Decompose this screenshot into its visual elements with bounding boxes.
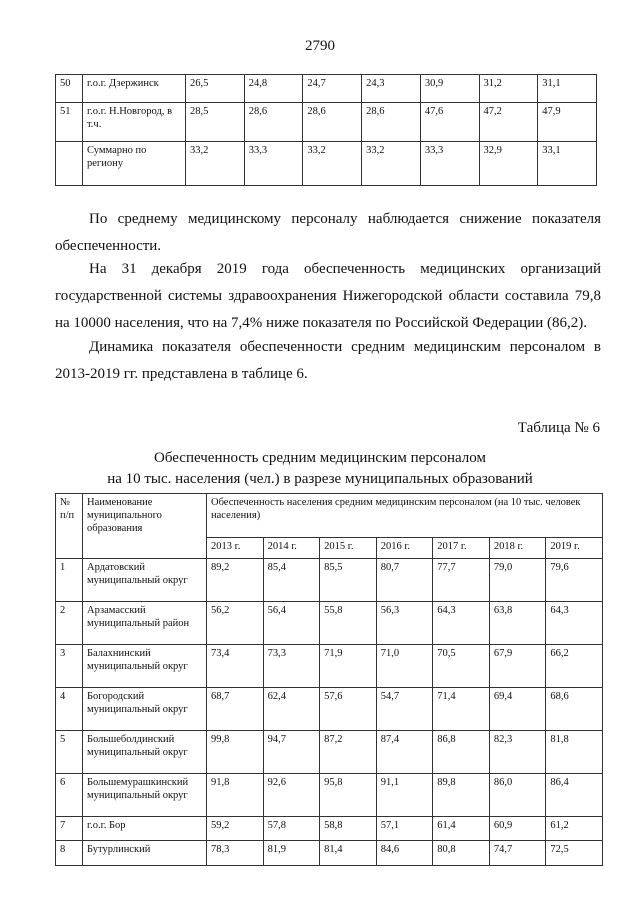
- header-year: 2017 г.: [433, 538, 490, 559]
- row-value: 60,9: [489, 817, 546, 841]
- row-number: 6: [56, 774, 83, 817]
- row-value: 33,2: [362, 142, 421, 186]
- row-value: 71,0: [376, 645, 433, 688]
- row-value: 74,7: [489, 841, 546, 866]
- row-value: 85,4: [263, 559, 320, 602]
- row-value: 28,6: [303, 103, 362, 142]
- row-value: 80,7: [376, 559, 433, 602]
- row-value: 24,3: [362, 75, 421, 103]
- main-table-body: [56, 559, 603, 866]
- page-number: 2790: [305, 38, 335, 54]
- row-value: 33,2: [303, 142, 362, 186]
- row-value: 28,6: [244, 103, 303, 142]
- row-value: 91,8: [207, 774, 264, 817]
- row-value: 71,4: [433, 688, 490, 731]
- row-number: 51: [56, 103, 83, 142]
- row-value: 79,0: [489, 559, 546, 602]
- row-name: Балахнинский муниципальный округ: [83, 645, 207, 688]
- row-value: 87,4: [376, 731, 433, 774]
- table-title-line-2: на 10 тыс. населения (чел.) в разрезе муниципальных образований: [107, 471, 533, 487]
- row-value: 99,8: [207, 731, 264, 774]
- top-table-body: [56, 75, 597, 186]
- row-value: 33,1: [538, 142, 597, 186]
- header-year: 2014 г.: [263, 538, 320, 559]
- row-value: 81,4: [320, 841, 377, 866]
- row-value: 85,5: [320, 559, 377, 602]
- row-name: Ардатовский муниципальный округ: [83, 559, 207, 602]
- row-value: 28,6: [362, 103, 421, 142]
- header-group: Обеспеченность населения средним медицинским персоналом (на 10 тыс. человек населения): [207, 494, 603, 538]
- row-value: 80,8: [433, 841, 490, 866]
- table-label: Таблица № 6: [517, 420, 600, 436]
- row-value: 24,8: [244, 75, 303, 103]
- row-value: 57,1: [376, 817, 433, 841]
- table-row: [56, 142, 597, 186]
- row-value: 79,6: [546, 559, 603, 602]
- row-value: 89,2: [207, 559, 264, 602]
- row-value: 87,2: [320, 731, 377, 774]
- table-row: [56, 774, 603, 817]
- row-value: 81,8: [546, 731, 603, 774]
- row-value: 31,1: [538, 75, 597, 103]
- row-value: 57,6: [320, 688, 377, 731]
- table-row: [56, 731, 603, 774]
- row-name: Большемурашкинский муниципальный округ: [83, 774, 207, 817]
- row-value: 66,2: [546, 645, 603, 688]
- row-value: 69,4: [489, 688, 546, 731]
- row-value: 62,4: [263, 688, 320, 731]
- table-row: [56, 559, 603, 602]
- row-value: 68,7: [207, 688, 264, 731]
- row-value: 64,3: [546, 602, 603, 645]
- row-value: 33,3: [420, 142, 479, 186]
- row-value: 71,9: [320, 645, 377, 688]
- row-number: 1: [56, 559, 83, 602]
- row-value: 86,0: [489, 774, 546, 817]
- table-row: [56, 645, 603, 688]
- header-year: 2013 г.: [207, 538, 264, 559]
- header-year: 2016 г.: [376, 538, 433, 559]
- row-name: г.о.г. Дзержинск: [83, 75, 186, 103]
- row-value: 33,3: [244, 142, 303, 186]
- table-row: [56, 688, 603, 731]
- row-value: 92,6: [263, 774, 320, 817]
- header-year: 2018 г.: [489, 538, 546, 559]
- row-value: 81,9: [263, 841, 320, 866]
- row-value: 94,7: [263, 731, 320, 774]
- row-value: 78,3: [207, 841, 264, 866]
- row-value: 47,2: [479, 103, 538, 142]
- header-number: № п/п: [56, 494, 83, 559]
- header-year: 2015 г.: [320, 538, 377, 559]
- row-name: Бутурлинский: [83, 841, 207, 866]
- row-value: 59,2: [207, 817, 264, 841]
- row-number: 4: [56, 688, 83, 731]
- table-row: [56, 602, 603, 645]
- row-name: Арзамасский муниципальный район: [83, 602, 207, 645]
- header-name: Наименование муниципального образования: [83, 494, 207, 559]
- main-table-header: [56, 494, 603, 559]
- row-number: 2: [56, 602, 83, 645]
- top-table-continuation: [55, 74, 597, 186]
- row-value: 68,6: [546, 688, 603, 731]
- table-title-line-1: Обеспеченность средним медицинским персоналом: [153, 450, 486, 466]
- header-row: [56, 494, 603, 538]
- row-number: [56, 142, 83, 186]
- row-value: 32,9: [479, 142, 538, 186]
- row-number: 5: [56, 731, 83, 774]
- row-value: 56,4: [263, 602, 320, 645]
- row-value: 47,9: [538, 103, 597, 142]
- row-value: 61,4: [433, 817, 490, 841]
- paragraph-2: На 31 декабря 2019 года обеспеченность медицинских организаций государственной системы здравоохранения Нижегородской области составила 79,8 на 10000 населения, что на 7,4% ниже показателя по Российской Федерации (86,2).: [55, 261, 601, 331]
- row-number: 8: [56, 841, 83, 866]
- row-number: 50: [56, 75, 83, 103]
- row-value: 89,8: [433, 774, 490, 817]
- row-name: Богородский муниципальный округ: [83, 688, 207, 731]
- row-value: 86,4: [546, 774, 603, 817]
- row-value: 84,6: [376, 841, 433, 866]
- row-value: 95,8: [320, 774, 377, 817]
- row-value: 24,7: [303, 75, 362, 103]
- row-value: 31,2: [479, 75, 538, 103]
- table-row: [56, 75, 597, 103]
- table-row: [56, 817, 603, 841]
- main-table: [55, 493, 603, 866]
- row-value: 28,5: [186, 103, 245, 142]
- row-value: 55,8: [320, 602, 377, 645]
- row-value: 77,7: [433, 559, 490, 602]
- paragraph-3: Динамика показателя обеспеченности средним медицинским персоналом в 2013-2019 гг. представлена в таблице 6.: [55, 339, 601, 382]
- row-value: 73,3: [263, 645, 320, 688]
- table-row: [56, 103, 597, 142]
- row-value: 63,8: [489, 602, 546, 645]
- row-value: 73,4: [207, 645, 264, 688]
- row-name: Большеболдинский муниципальный округ: [83, 731, 207, 774]
- row-name: г.о.г. Н.Новгород, в т.ч.: [83, 103, 186, 142]
- row-value: 67,9: [489, 645, 546, 688]
- row-value: 58,8: [320, 817, 377, 841]
- row-value: 47,6: [420, 103, 479, 142]
- row-value: 64,3: [433, 602, 490, 645]
- row-value: 54,7: [376, 688, 433, 731]
- row-value: 26,5: [186, 75, 245, 103]
- row-value: 57,8: [263, 817, 320, 841]
- row-value: 72,5: [546, 841, 603, 866]
- row-value: 56,2: [207, 602, 264, 645]
- row-value: 33,2: [186, 142, 245, 186]
- row-value: 86,8: [433, 731, 490, 774]
- paragraph-1: По среднему медицинскому персоналу наблюдается снижение показателя обеспеченности.: [55, 211, 601, 254]
- row-value: 82,3: [489, 731, 546, 774]
- row-value: 61,2: [546, 817, 603, 841]
- row-value: 91,1: [376, 774, 433, 817]
- row-name: Суммарно по региону: [83, 142, 186, 186]
- header-year: 2019 г.: [546, 538, 603, 559]
- table-row: [56, 841, 603, 866]
- row-number: 3: [56, 645, 83, 688]
- row-value: 30,9: [420, 75, 479, 103]
- row-number: 7: [56, 817, 83, 841]
- row-value: 56,3: [376, 602, 433, 645]
- table-title: [0, 448, 640, 490]
- row-value: 70,5: [433, 645, 490, 688]
- row-name: г.о.г. Бор: [83, 817, 207, 841]
